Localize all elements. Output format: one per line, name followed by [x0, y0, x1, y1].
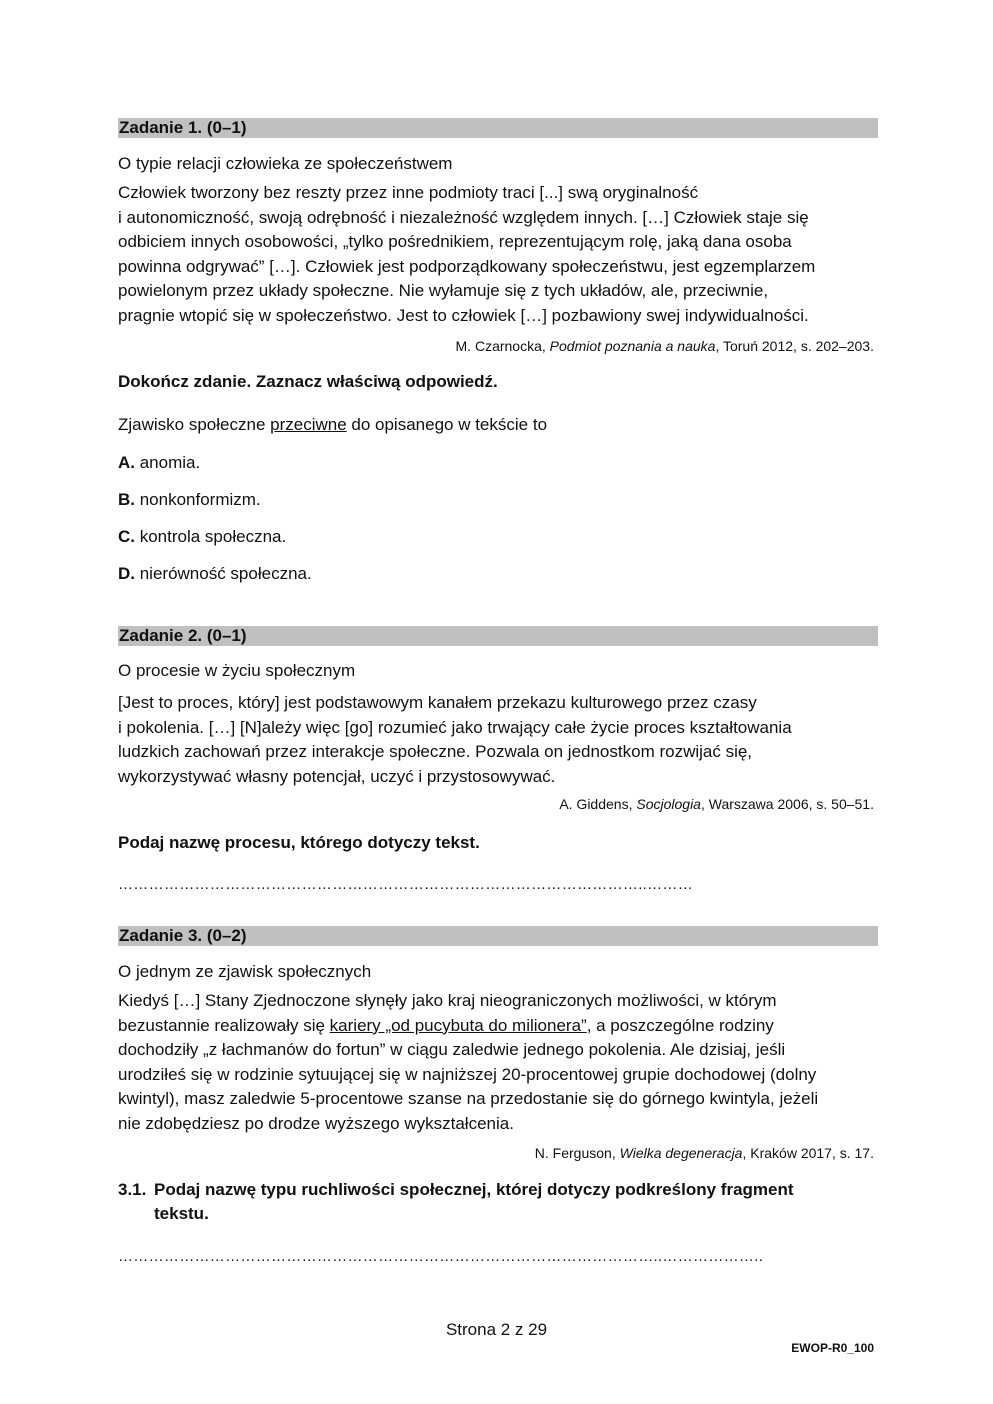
- option-letter: D.: [118, 564, 135, 583]
- task3-header: Zadanie 3. (0–2): [118, 926, 878, 946]
- subquestion-command: Podaj nazwę typu ruchliwości społecznej, której dotyczy podkreślony fragment tekstu.: [154, 1180, 794, 1223]
- task2-header: Zadanie 2. (0–1): [118, 626, 878, 646]
- task1-header: Zadanie 1. (0–1): [118, 118, 878, 138]
- task3-line: kwintyl), masz zaledwie 5-procentowe szanse na przedostanie się do górnego kwintyla, jeżeli: [118, 1089, 819, 1108]
- source-author: M. Czarnocka,: [455, 338, 550, 354]
- task2-line: [Jest to proces, który] jest podstawowym kanałem przekazu kulturowego przez czasy: [118, 693, 757, 712]
- task1-line: i autonomiczność, swoją odrębność i niezależność względem innych. […] Człowiek staje się: [118, 207, 809, 227]
- source-rest: , Toruń 2012, s. 202–203.: [715, 338, 874, 354]
- source-rest: , Kraków 2017, s. 17.: [742, 1145, 874, 1161]
- stem-underlined: przeciwne: [270, 415, 347, 434]
- task1-line: odbiciem innych osobowości, „tylko pośrednikiem, reprezentującym rolę, jaką dana osoba: [118, 232, 792, 251]
- option-text: nierówność społeczna.: [135, 564, 312, 583]
- option-letter: A.: [118, 453, 135, 472]
- line-pre: bezustannie realizowały się: [118, 1015, 330, 1035]
- task2-intro: O procesie w życiu społecznym: [118, 661, 356, 680]
- source-title: Wielka degeneracja: [619, 1145, 743, 1161]
- task2-line: ludzkich zachowań przez interakcje społeczne. Pozwala on jednostkom rozwijać się,: [118, 742, 753, 761]
- task1-line: powinna odgrywać” […]. Człowiek jest podporządkowany społeczeństwu, jest egzemplarzem: [118, 256, 816, 276]
- option-c[interactable]: [118, 525, 878, 549]
- task2-source: [118, 795, 878, 813]
- subquestion-number: 3.1.: [118, 1180, 147, 1199]
- task3-line: dochodziły „z łachmanów do fortun” w ciągu zaledwie jednego pokolenia. Ale dzisiaj, jeśli: [118, 1040, 786, 1059]
- task3-answer-line[interactable]: ……………………………………………………………………………………………..………………..: [118, 1248, 764, 1265]
- option-text: nonkonformizm.: [135, 490, 261, 509]
- task2-answer-line[interactable]: …………………………………………………………………………………………..………: [118, 876, 694, 893]
- option-text: kontrola społeczna.: [135, 527, 287, 546]
- task1-source: [118, 337, 878, 355]
- task3-source: [118, 1144, 878, 1162]
- source-author: A. Giddens,: [559, 796, 637, 812]
- task1-stem: [118, 413, 878, 437]
- stem-pre: Zjawisko społeczne: [118, 415, 271, 434]
- task1-command: Dokończ zdanie. Zaznacz właściwą odpowiedź.: [118, 372, 498, 391]
- option-d[interactable]: [118, 562, 878, 586]
- source-author: N. Ferguson,: [534, 1145, 620, 1161]
- option-letter: B.: [118, 490, 135, 509]
- task1-line: pragnie wtopić się w społeczeństwo. Jest to człowiek […] pozbawiony swej indywidualności.: [118, 305, 809, 325]
- task2-passage: [118, 691, 878, 789]
- source-title: Podmiot poznania a nauka: [549, 338, 716, 354]
- task1-passage: [118, 181, 878, 328]
- task1-line: Człowiek tworzony bez reszty przez inne podmioty traci [...] swą oryginalność: [118, 183, 699, 202]
- page-number: Strona 2 z 29: [445, 1320, 548, 1339]
- document-code: EWOP-R0_100: [791, 1341, 874, 1355]
- stem-post: do opisanego w tekście to: [346, 415, 548, 434]
- task3-subquestion: [118, 1178, 848, 1226]
- task1-line: powielonym przez układy społeczne. Nie wyłamuje się z tych układów, ale, przeciwnie,: [118, 281, 769, 300]
- task2-command: Podaj nazwę procesu, którego dotyczy tekst.: [118, 833, 480, 852]
- task3-intro: O jednym ze zjawisk społecznych: [118, 962, 372, 981]
- underlined-fragment: kariery „od pucybuta do milionera”: [329, 1015, 587, 1035]
- option-b[interactable]: [118, 488, 878, 512]
- option-text: anomia.: [135, 453, 201, 472]
- line-post: , a poszczególne rodziny: [586, 1015, 774, 1035]
- source-title: Socjologia: [636, 796, 701, 812]
- task3-line: urodziłeś się w rodzinie sytuującej się w najniższej 20-procentowej grupie dochodowej (dolny: [118, 1064, 817, 1084]
- option-letter: C.: [118, 527, 135, 546]
- task3-line: nie zdobędziesz po drodze wyższego wykształcenia.: [118, 1113, 514, 1133]
- task2-line: i pokolenia. […] [N]ależy więc [go] rozumieć jako trwający całe życie proces kształtowania: [118, 717, 792, 737]
- option-a[interactable]: [118, 451, 878, 475]
- source-rest: , Warszawa 2006, s. 50–51.: [700, 796, 874, 812]
- task3-line: [118, 1014, 878, 1039]
- task3-passage: [118, 989, 878, 1136]
- task3-line: Kiedyś […] Stany Zjednoczone słynęły jako kraj nieograniczonych możliwości, w którym: [118, 991, 777, 1010]
- task1-intro: O typie relacji człowieka ze społeczeństwem: [118, 154, 453, 173]
- task2-line: wykorzystywać własny potencjał, uczyć i przystosowywać.: [118, 766, 556, 786]
